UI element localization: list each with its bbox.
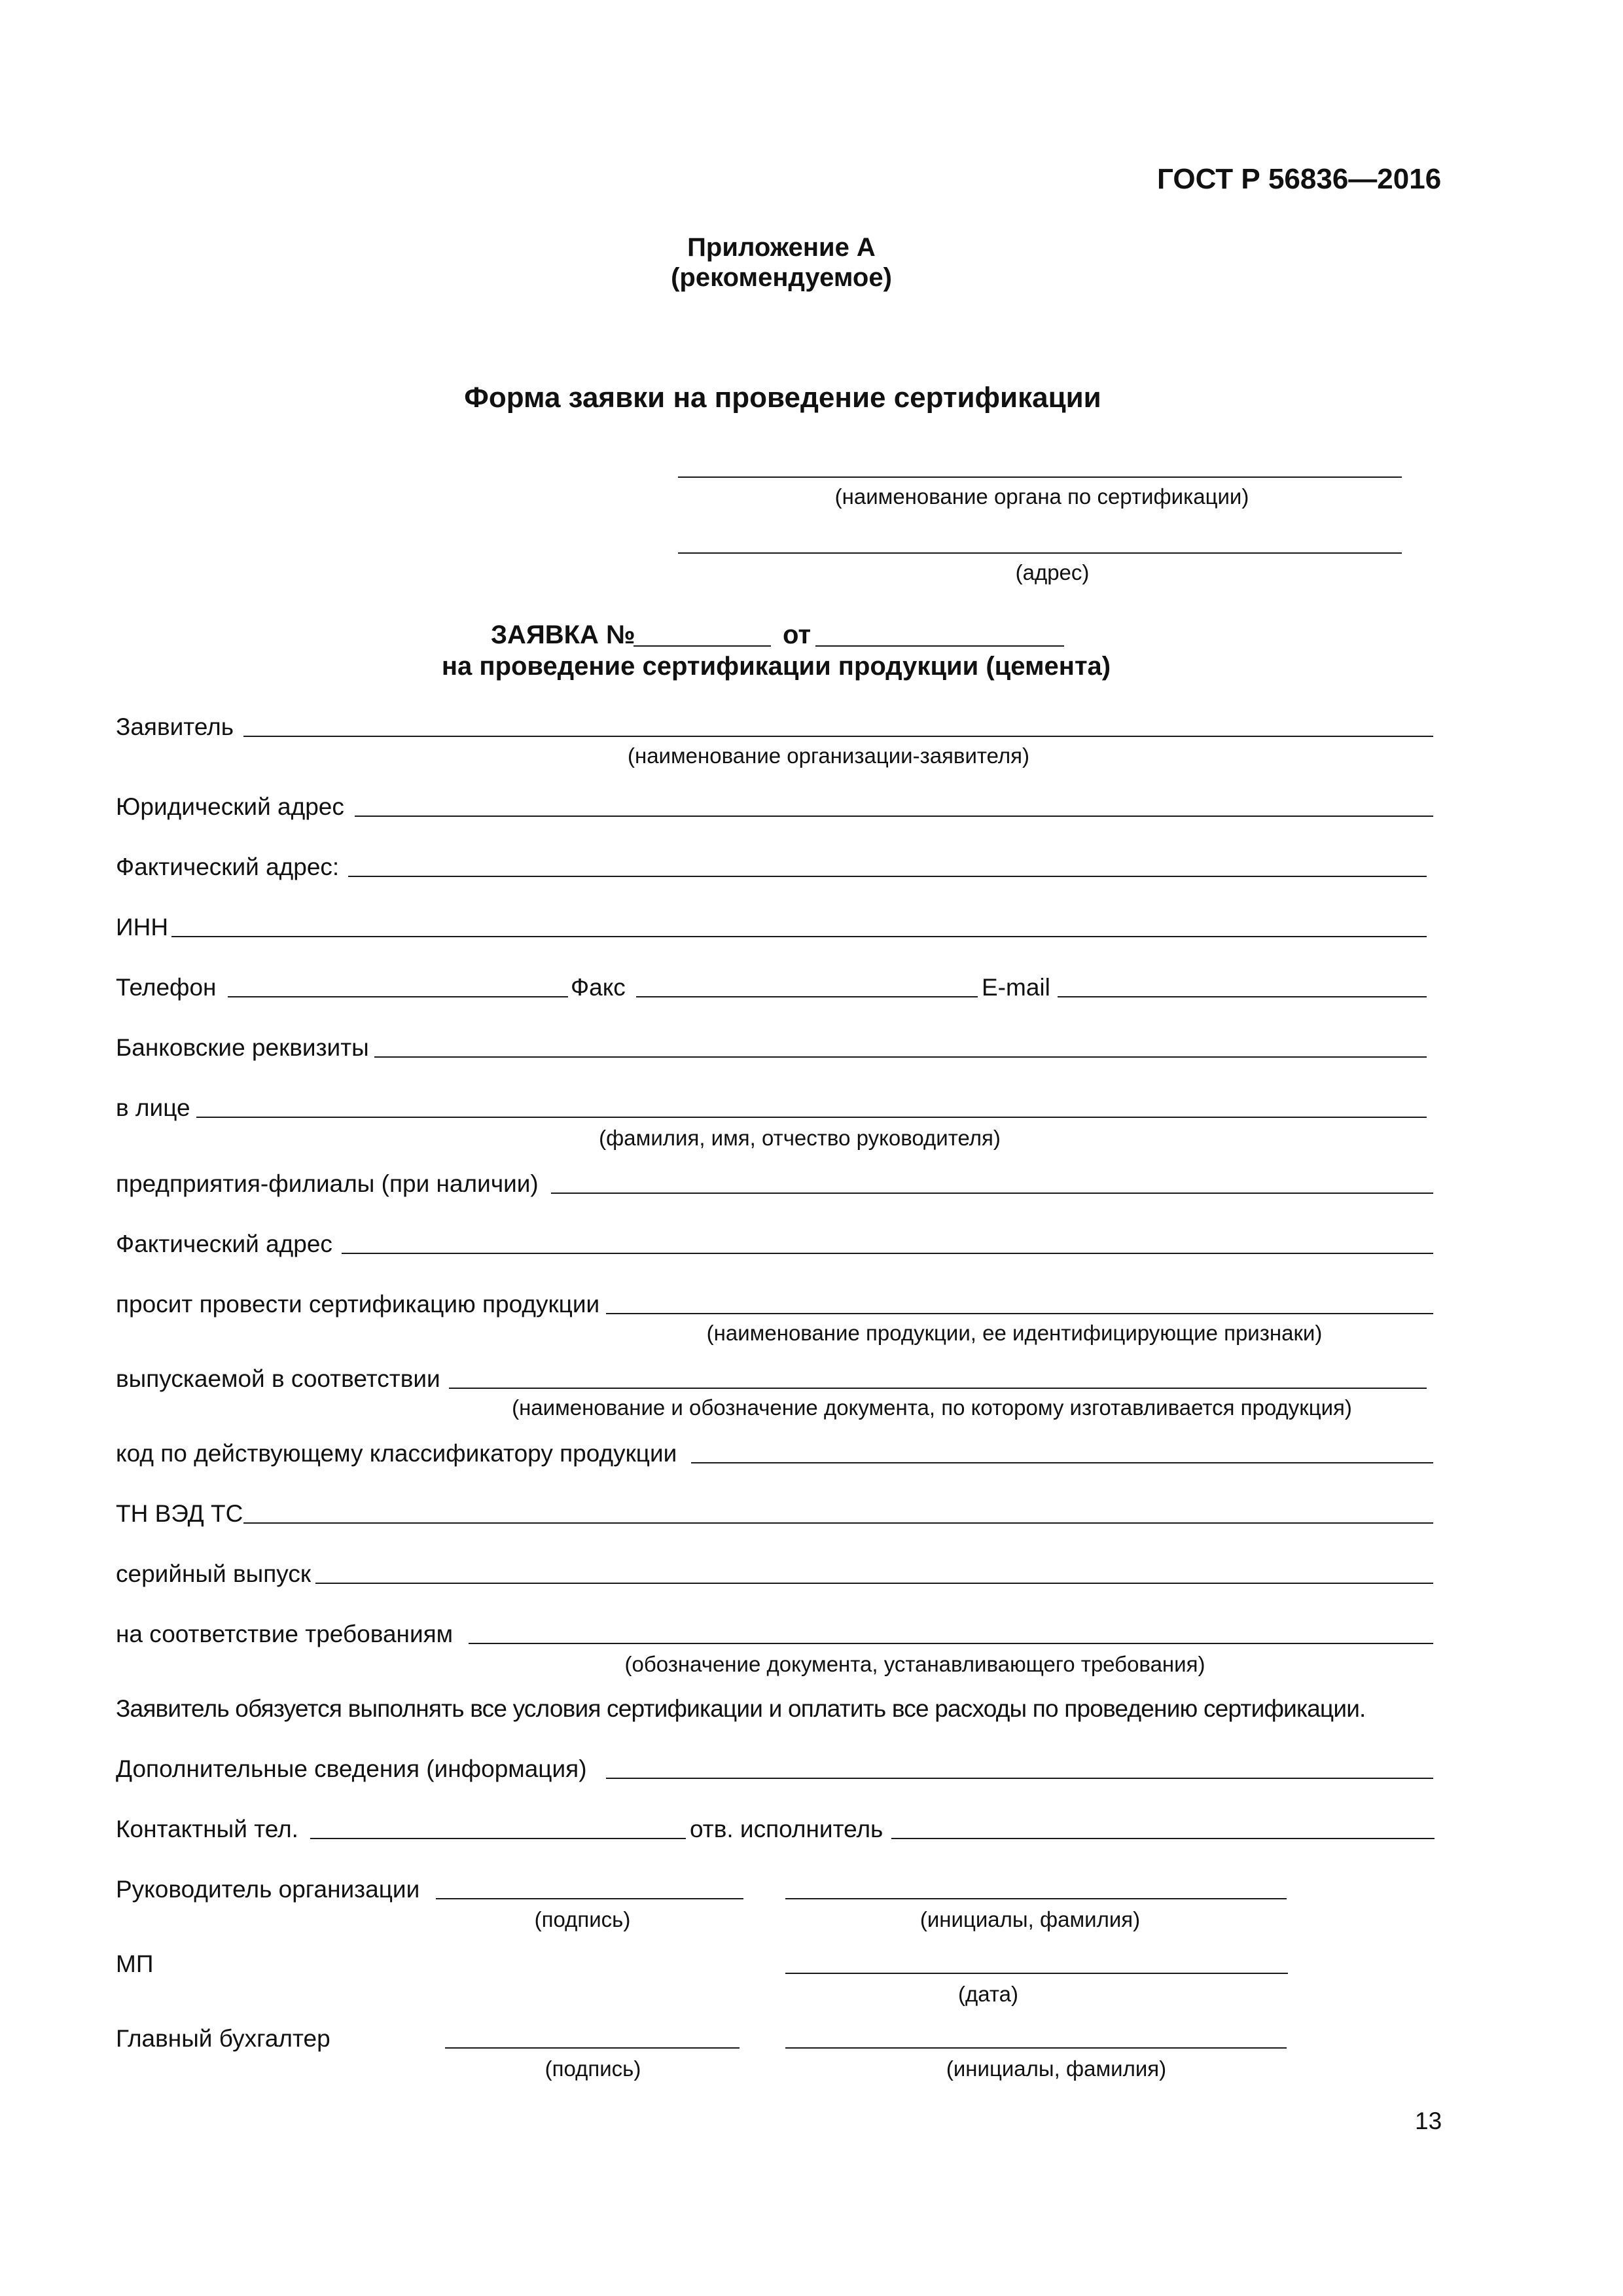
branch-address-label: Фактический адрес [116, 1230, 332, 1257]
product-caption: (наименование продукции, ее идентифицирующие признаки) [706, 1321, 1323, 1345]
branch-address-line[interactable] [342, 1253, 1433, 1254]
classifier-code-line[interactable] [691, 1462, 1433, 1463]
legal-address-line[interactable] [355, 816, 1433, 817]
certification-body-caption: (наименование органа по сертификации) [834, 484, 1249, 509]
fax-label: Факс [571, 974, 626, 1001]
director-name-line[interactable] [785, 1898, 1287, 1899]
branches-label: предприятия-филиалы (при наличии) [116, 1170, 539, 1197]
additional-info-label: Дополнительные сведения (информация) [116, 1755, 587, 1782]
produced-per-caption: (наименование и обозначение документа, по которому изготавливается продукция) [512, 1395, 1352, 1420]
accountant-name-caption: (инициалы, фамилия) [946, 2056, 1167, 2081]
bank-details-label: Банковские реквизиты [116, 1034, 369, 1061]
application-date-line[interactable] [815, 645, 1064, 647]
annex-title: Приложение А [687, 233, 876, 262]
tn-ved-label: ТН ВЭД ТС [116, 1500, 243, 1527]
requirements-caption: (обозначение документа, устанавливающего требования) [624, 1652, 1205, 1676]
applicant-line[interactable] [243, 736, 1433, 737]
actual-address-line[interactable] [348, 876, 1427, 877]
applicant-caption: (наименование организации-заявителя) [627, 744, 1030, 768]
responsible-label: отв. исполнитель [690, 1816, 883, 1842]
application-date-label: от [783, 620, 812, 649]
requirements-line[interactable] [469, 1643, 1433, 1644]
page-number: 13 [1415, 2108, 1442, 2134]
represented-by-line[interactable] [196, 1117, 1427, 1118]
bank-details-line[interactable] [374, 1056, 1427, 1058]
branches-line[interactable] [551, 1193, 1433, 1194]
applicant-label: Заявитель [116, 713, 234, 740]
date-line[interactable] [785, 1973, 1288, 1974]
tn-ved-line[interactable] [243, 1522, 1433, 1524]
contact-phone-line[interactable] [310, 1838, 686, 1839]
accountant-label: Главный бухгалтер [116, 2025, 330, 2052]
legal-address-label: Юридический адрес [116, 793, 344, 820]
certification-body-address-caption: (адрес) [1015, 560, 1090, 584]
seal-label: МП [116, 1950, 154, 1977]
fax-line[interactable] [636, 996, 978, 997]
represented-by-caption: (фамилия, имя, отчество руководителя) [599, 1126, 1001, 1150]
form-title: Форма заявки на проведение сертификации [464, 382, 1101, 414]
director-label: Руководитель организации [116, 1876, 420, 1903]
application-number-label: ЗАЯВКА № [491, 620, 635, 649]
produced-per-line[interactable] [449, 1388, 1427, 1389]
director-name-caption: (инициалы, фамилия) [919, 1907, 1141, 1931]
date-caption: (дата) [958, 1982, 1018, 2006]
accountant-signature-caption: (подпись) [544, 2056, 641, 2081]
director-signature-caption: (подпись) [534, 1907, 631, 1931]
phone-line[interactable] [228, 996, 568, 997]
phone-label: Телефон [116, 974, 217, 1001]
additional-info-line[interactable] [606, 1778, 1433, 1779]
serial-production-label: серийный выпуск [116, 1560, 312, 1587]
obligation-statement: Заявитель обязуется выполнять все условия сертификации и оплатить все расходы по проведению сертификации. [116, 1695, 1366, 1722]
contact-phone-label: Контактный тел. [116, 1816, 298, 1842]
responsible-line[interactable] [891, 1838, 1435, 1839]
inn-line[interactable] [171, 936, 1427, 937]
certification-body-line[interactable] [678, 476, 1402, 478]
produced-per-label: выпускаемой в соответствии [116, 1365, 440, 1392]
accountant-signature-line[interactable] [445, 2047, 740, 2049]
annex-status: (рекомендуемое) [671, 263, 892, 292]
product-line[interactable] [606, 1313, 1433, 1314]
director-signature-line[interactable] [436, 1898, 743, 1899]
standard-designation: ГОСТ Р 56836—2016 [1157, 163, 1442, 195]
serial-production-line[interactable] [315, 1583, 1433, 1584]
requirements-label: на соответствие требованиям [116, 1621, 454, 1647]
certification-body-address-line[interactable] [678, 552, 1402, 554]
application-number-line[interactable] [633, 645, 771, 647]
accountant-name-line[interactable] [785, 2047, 1287, 2049]
product-label: просит провести сертификацию продукции [116, 1291, 600, 1318]
represented-by-label: в лице [116, 1094, 190, 1121]
classifier-code-label: код по действующему классификатору продукции [116, 1440, 677, 1467]
application-subtitle: на проведение сертификации продукции (цемента) [441, 652, 1111, 681]
actual-address-label: Фактический адрес: [116, 853, 340, 880]
inn-label: ИНН [116, 914, 169, 941]
email-label: E-mail [982, 974, 1050, 1001]
email-line[interactable] [1058, 996, 1427, 997]
